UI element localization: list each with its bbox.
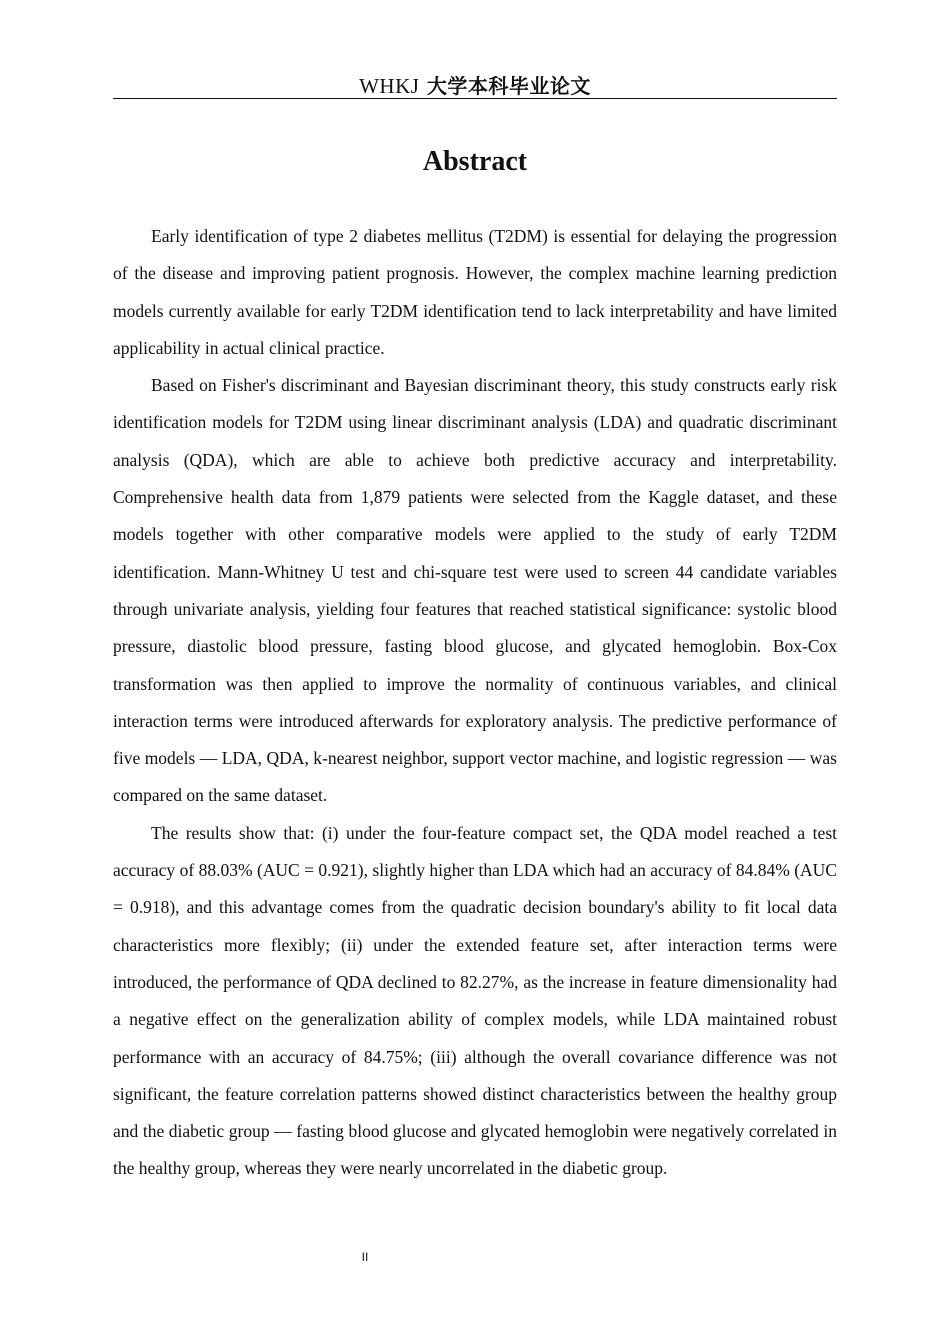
- header-thesis-label: 大学本科毕业论文: [426, 74, 591, 98]
- paragraph-3: The results show that: (i) under the four-feature compact set, the QDA model reached a test accuracy of 88.03% (AUC = 0.921), slightly higher than LDA which had an accuracy of 84.84% (AUC = 0.918), and this advantage comes from the quadratic decision boundary's ability to fit local data characteristics more flexibly; (ii) under the extended feature set, after interaction terms were introduced, the performance of QDA declined to 82.27%, as the increase in feature dimensionality had a negative effect on the generalization ability of complex models, while LDA maintained robust performance with an accuracy of 84.75%; (iii) although the overall covariance difference was not significant, the feature correlation patterns showed distinct characteristics between the healthy group and the diabetic group — fasting blood glucose and glycated hemoglobin were negatively correlated in the healthy group, whereas they were nearly uncorrelated in the diabetic group.: [113, 822, 837, 1179]
- header-rule: [113, 98, 837, 99]
- paragraph-2: Based on Fisher's discriminant and Bayesian discriminant theory, this study constructs early risk identification models for T2DM using linear discriminant analysis (LDA) and quadratic discriminant analysis (QDA), which are able to achieve both predictive accuracy and interpretability. Comprehensive health data from 1,879 patients were selected from the Kaggle dataset, and these models together with other comparative models were applied to the study of early T2DM identification. Mann-Whitney U test and chi-square test were used to screen 44 candidate variables through univariate analysis, yielding four features that reached statistical significance: systolic blood pressure, diastolic blood pressure, fasting blood glucose, and glycated hemoglobin. Box-Cox transformation was then applied to improve the normality of continuous variables, and clinical interaction terms were introduced afterwards for exploratory analysis. The predictive performance of five models — LDA, QDA, k-nearest neighbor, support vector machine, and logistic regression — was compared on the same dataset.: [113, 375, 837, 806]
- abstract-body: [113, 218, 837, 1188]
- page-number: II: [361, 1250, 369, 1264]
- page-title: Abstract: [422, 146, 528, 177]
- paragraph-1: Early identification of type 2 diabetes mellitus (T2DM) is essential for delaying the progression of the disease and improving patient prognosis. However, the complex machine learning prediction models currently available for early T2DM identification tend to lack interpretability and have limited applicability in actual clinical practice.: [113, 226, 837, 358]
- running-header: [113, 70, 837, 99]
- header-institution: WHKJ: [359, 74, 420, 98]
